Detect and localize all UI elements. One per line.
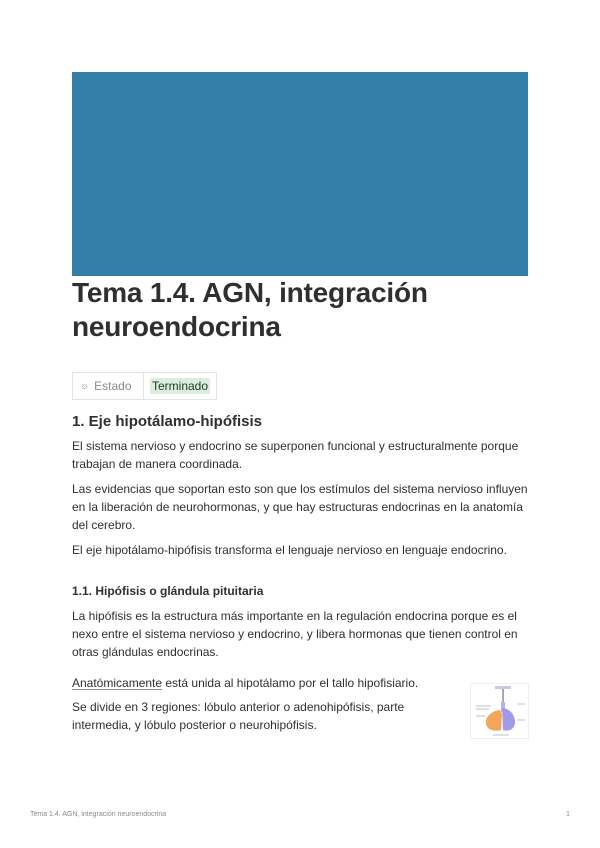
page-title: Tema 1.4. AGN, integración neuroendocrina bbox=[72, 277, 428, 342]
paragraph-regiones: Se divide en 3 regiones: lóbulo anterior o adenohipófisis, parte intermedia, y lóbulo posterior o neurohipófisis. bbox=[72, 700, 405, 732]
status-tag: Terminado bbox=[152, 379, 209, 393]
pituitary-diagram-image[interactable] bbox=[471, 684, 528, 738]
section-heading-1-1: 1.1. Hipófisis o glándula pituitaria bbox=[72, 584, 264, 598]
property-row-status[interactable] bbox=[72, 372, 217, 400]
property-key bbox=[73, 373, 144, 399]
paragraph-3: El eje hipotálamo-hipófisis transforma el lenguaje nervioso en lenguaje endocrino. bbox=[72, 543, 507, 557]
gear-icon: ☼ bbox=[80, 380, 90, 392]
property-label: Estado bbox=[94, 379, 132, 393]
footer-title: Tema 1.4. AGN, integración neuroendocrina bbox=[30, 811, 167, 818]
footer-page-number: 1 bbox=[566, 811, 570, 818]
anatomicamente-link[interactable]: Anatómicamente bbox=[72, 676, 163, 690]
anatomia-text: está unida al hipotálamo por el tallo hipofisiario. bbox=[162, 676, 419, 690]
paragraph-2: Las evidencias que soportan esto son que los estímulos del sistema nervioso influyen en la liberación de neurohormonas, y que hay estructuras endocrinas en la anatomía del cerebro. bbox=[72, 482, 528, 532]
section-heading-1: 1. Eje hipotálamo-hipófisis bbox=[72, 413, 263, 430]
paragraph-1: El sistema nervioso y endocrino se superponen funcional y estructuralmente porque trabajan de manera coordinada. bbox=[72, 439, 519, 471]
paragraph-anatomia bbox=[72, 674, 462, 692]
paragraph-hipofisis: La hipófisis es la estructura más importante en la regulación endocrina porque es el nexo entre el sistema nervioso y endocrino, y libera hormonas que tienen control en otras glándulas endocrinas. bbox=[72, 609, 518, 659]
cover-image bbox=[72, 72, 528, 276]
property-value[interactable] bbox=[144, 373, 216, 399]
pituitary-diagram-icon bbox=[471, 684, 528, 738]
